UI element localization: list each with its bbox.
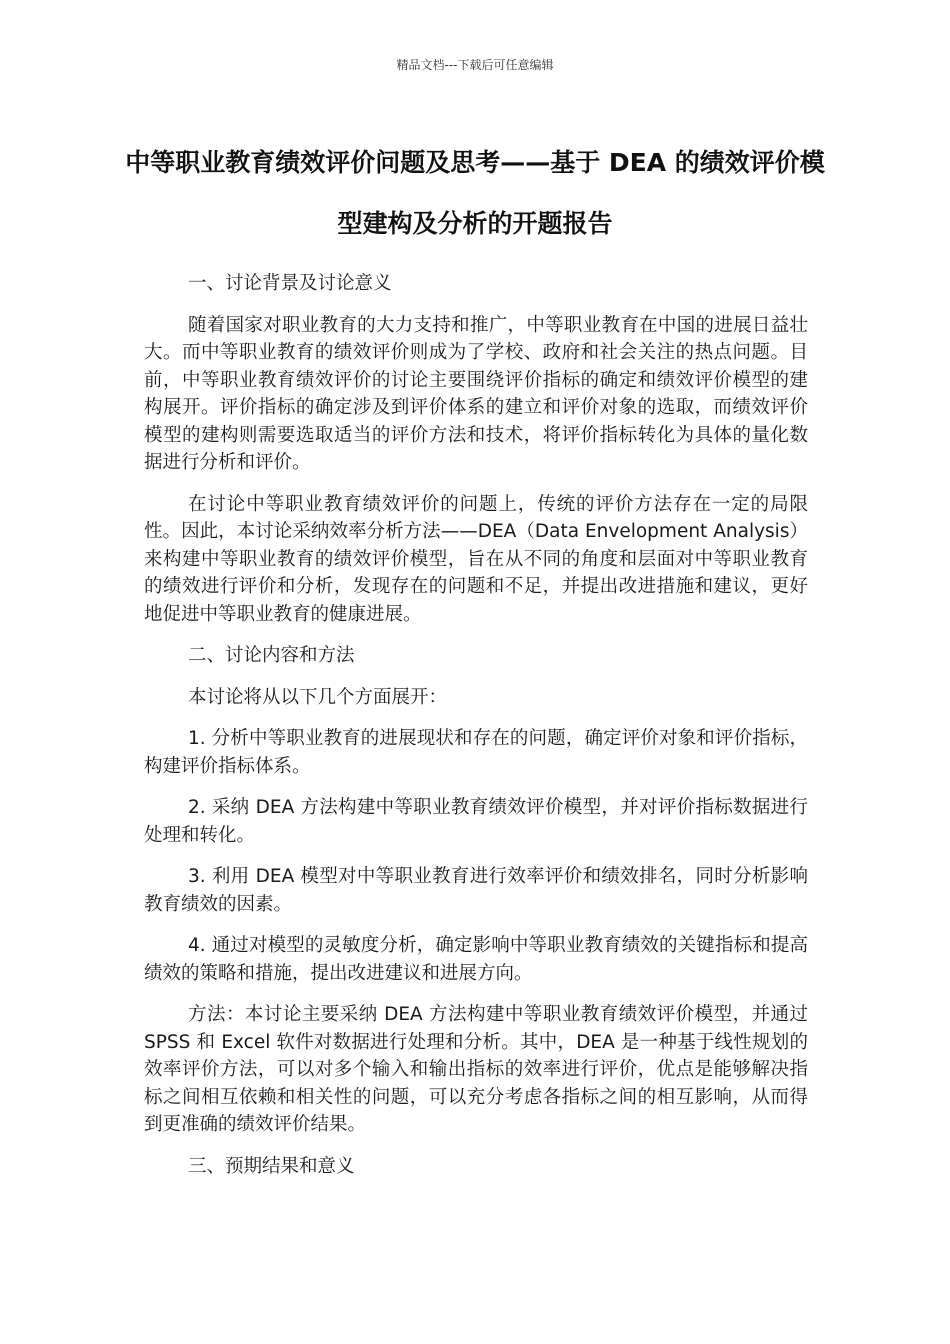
header-note: 精品文档---下载后可任意编辑 — [396, 58, 554, 72]
list-item: 1. 分析中等职业教育的进展现状和存在的问题，确定评价对象和评价指标，构建评价指标体系。 — [144, 728, 808, 777]
list-item: 4. 通过对模型的灵敏度分析，确定影响中等职业教育绩效的关键指标和提高绩效的策略和措施，提出改进建议和进展方向。 — [144, 935, 808, 984]
document-title: 中等职业教育绩效评价问题及思考——基于 DEA 的绩效评价模型建构及分析的开题报告 — [125, 148, 825, 238]
list-item: 2. 采纳 DEA 方法构建中等职业教育绩效评价模型，并对评价指标数据进行处理和转化。 — [144, 797, 808, 846]
paragraph: 方法：本讨论主要采纳 DEA 方法构建中等职业教育绩效评价模型，并通过 SPSS 和 Excel 软件对数据进行处理和分析。其中，DEA 是一种基于线性规划的效率评价方法，可以对多个输入和输出指标的效率进行评价，优点是能够解决指标之间相互依赖和相关性的问题，可以充分考虑各指标之间的相互影响，从而得到更准确的绩效评价结果。 — [144, 1004, 808, 1135]
section-heading-2: 二、讨论内容和方法 — [188, 645, 355, 666]
section-heading-1: 一、讨论背景及讨论意义 — [188, 273, 392, 294]
paragraph: 随着国家对职业教育的大力支持和推广，中等职业教育在中国的进展日益壮大。而中等职业教育的绩效评价则成为了学校、政府和社会关注的热点问题。目前，中等职业教育绩效评价的讨论主要围绕评价指标的确定和绩效评价模型的建构展开。评价指标的确定涉及到评价体系的建立和评价对象的选取，而绩效评价模型的建构则需要选取适当的评价方法和技术，将评价指标转化为具体的量化数据进行分析和评价。 — [144, 314, 808, 473]
section-heading-3: 三、预期结果和意义 — [188, 1155, 355, 1177]
document-body — [144, 270, 808, 1194]
list-item: 3. 利用 DEA 模型对中等职业教育进行效率评价和绩效排名，同时分析影响教育绩效的因素。 — [144, 866, 808, 915]
paragraph: 在讨论中等职业教育绩效评价的问题上，传统的评价方法存在一定的局限性。因此，本讨论采纳效率分析方法——DEA（Data Envelopment Analysis）来构建中等职业教育的绩效评价模型，旨在从不同的角度和层面对中等职业教育的绩效进行评价和分析，发现存在的问题和不足，并提出改进措施和建议，更好地促进中等职业教育的健康进展。 — [144, 493, 808, 625]
paragraph: 本讨论将从以下几个方面展开： — [188, 686, 448, 708]
